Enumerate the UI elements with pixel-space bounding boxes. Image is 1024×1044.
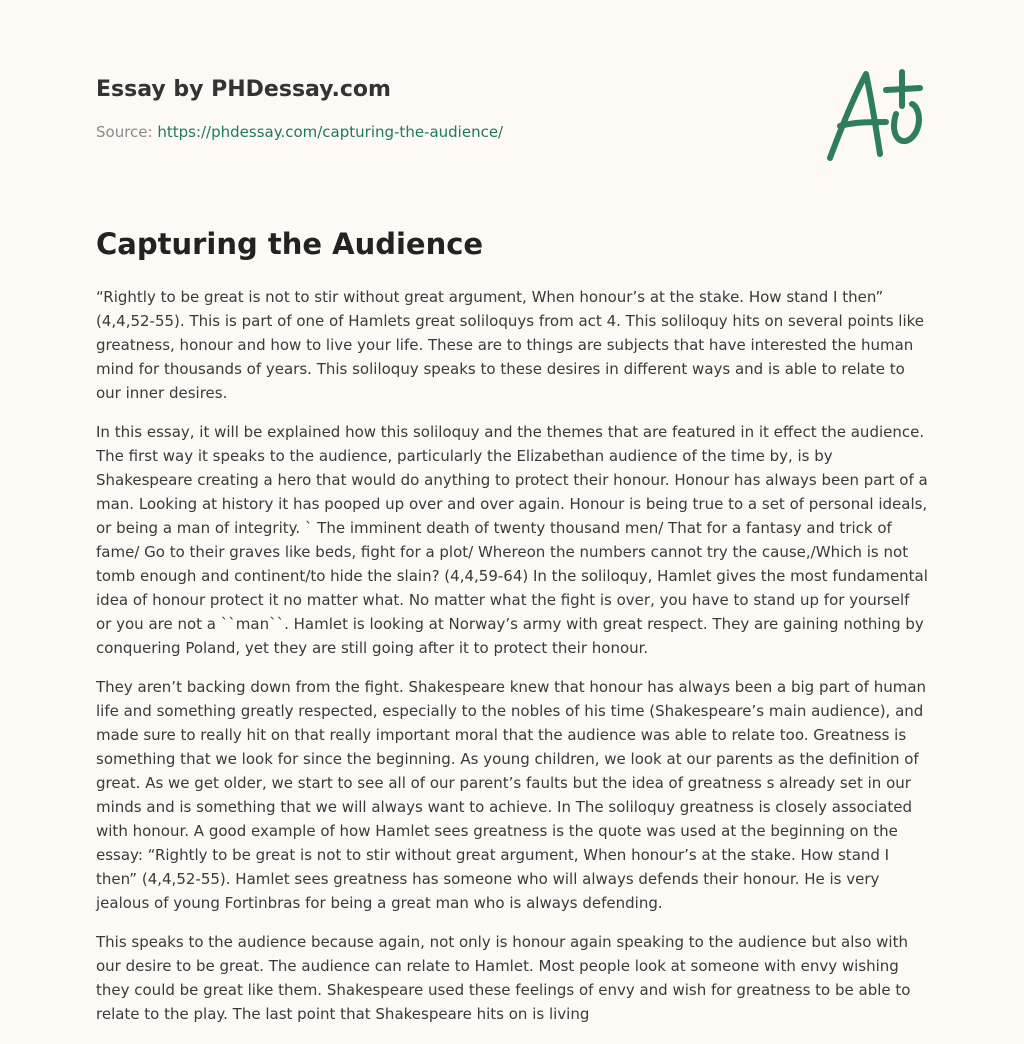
source-link[interactable]: https://phdessay.com/capturing-the-audience/ xyxy=(157,123,504,141)
essay-header xyxy=(96,76,796,142)
a-plus-logo-icon xyxy=(820,66,930,166)
paragraph: “Rightly to be great is not to stir without great argument, When honour’s at the stake. How stand I then” (4,4,52-55). This is part of one of Hamlets great soliloquys from act 4. This soliloquy hits on several points like greatness, honour and how to live your life. These are to things are subjects that have interested the human mind for thousands of years. This soliloquy speaks to these desires in different ways and is able to relate to our inner desires. xyxy=(96,288,925,402)
paragraph: This speaks to the audience because again, not only is honour again speaking to the audience but also with our desire to be great. The audience can relate to Hamlet. Most people look at someone with envy wishing they could be great like them. Shakespeare used these feelings of envy and wish for greatness to be able to relate to the play. The last point that Shakespeare hits on is living xyxy=(96,933,911,1023)
page-title: Capturing the Audience xyxy=(96,227,484,261)
essay-body xyxy=(96,285,928,1041)
source-line xyxy=(96,122,796,142)
paragraph: They aren’t backing down from the fight. Shakespeare knew that honour has always been a big part of human life and something greatly respected, especially to the nobles of his time (Shakespeare’s main audience), and made sure to really hit on that really important moral that the audience was able to relate too. Greatness is something that we look for since the beginning. As young children, we look at our parents as the definition of great. As we get older, we start to see all of our parent’s faults but the idea of greatness s already set in our minds and is something that we will always want to achieve. In The soliloquy greatness is closely associated with honour. A good example of how Hamlet sees greatness is the quote was used at the beginning on the essay: “Rightly to be great is not to stir without great argument, When honour’s at the stake. How stand I then” (4,4,52-55). Hamlet sees greatness has someone who will always defends their honour. He is very jealous of young Fortinbras for being a great man who is always defending. xyxy=(96,678,927,912)
paragraph: In this essay, it will be explained how this soliloquy and the themes that are featured in it effect the audience. The first way it speaks to the audience, particularly the Elizabethan audience of the time by, is by Shakespeare creating a hero that would do anything to protect their honour. Honour has always been part of a man. Looking at history it has pooped up over and over again. Honour is being true to a set of personal ideals, or being a man of integrity. ` The imminent death of twenty thousand men/ That for a fantasy and trick of fame/ Go to their graves like beds, fight for a plot/ Whereon the numbers cannot try the cause,/Which is not tomb enough and continent/to hide the slain? (4,4,59-64) In the soliloquy, Hamlet gives the most fundamental idea of honour protect it no matter what. No matter what the fight is over, you have to stand up for yourself or you are not a ``man``. Hamlet is looking at Norway’s army with great respect. They are gaining nothing by conquering Poland, yet they are still going after it to protect their honour. xyxy=(96,423,928,657)
source-label: Source: xyxy=(96,123,158,141)
site-brand: Essay by PHDessay.com xyxy=(96,77,391,102)
